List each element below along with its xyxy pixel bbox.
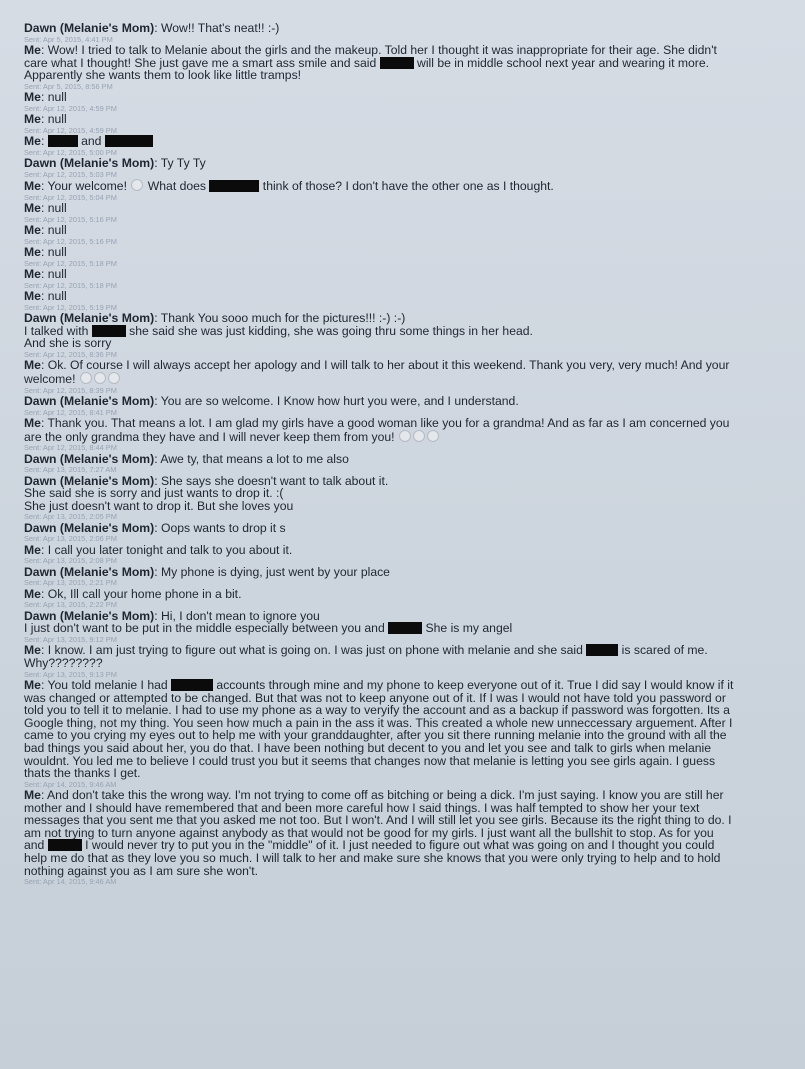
redaction-block	[388, 622, 422, 634]
message-timestamp: Sent: Apr 14, 2015, 9:46 AM	[24, 877, 117, 887]
message-text: she said she was just kidding, she was going thru some things in her head.	[125, 323, 533, 338]
message-entry	[24, 290, 793, 312]
message-text: : Your welcome!	[40, 179, 131, 194]
message-text: Apparently she wants them to look like little tramps!	[24, 68, 302, 83]
sender-name: Me	[24, 179, 41, 194]
message-entry	[24, 359, 793, 395]
sender-name: Dawn (Melanie's Mom)	[24, 451, 155, 466]
message-entry	[24, 157, 793, 179]
message-entry	[24, 268, 793, 290]
sender-name: Me	[24, 223, 41, 238]
message-entry	[24, 789, 793, 887]
message-text: will be in middle school next year and wearing it more.	[413, 55, 710, 70]
message-text-line	[24, 622, 793, 635]
sender-name: Dawn (Melanie's Mom)	[24, 311, 155, 326]
message-timestamp: Sent: Apr 14, 2015, 9:46 AM	[24, 779, 117, 789]
message-entry	[24, 135, 793, 157]
message-timestamp: Sent: Apr 12, 2015, 5:03 PM	[24, 169, 117, 179]
message-timestamp: Sent: Apr 12, 2015, 4:59 PM	[24, 103, 117, 113]
redaction-block	[380, 57, 414, 69]
message-text: : Awe ty, that means a lot to me also	[154, 451, 349, 466]
message-text: She said she is sorry and just wants to drop it. :(	[24, 486, 284, 501]
message-text-line	[24, 268, 793, 281]
sender-name: Me	[24, 289, 41, 304]
message-text: : She says she doesn't want to talk about it.	[154, 473, 389, 488]
redaction-block	[92, 325, 126, 337]
message-text: and	[24, 838, 48, 853]
message-text-line	[24, 179, 793, 193]
message-text: help me do that as they love you so much. I will talk to her and make sure she knows that you were only trying to help and to hold	[24, 851, 721, 866]
smiley-emoji-icon	[94, 372, 106, 384]
message-text: She is my angel	[422, 621, 513, 636]
sender-name: Me	[24, 134, 41, 149]
message-text: : I call you later tonight and talk to you about it.	[40, 542, 293, 557]
redaction-block	[48, 839, 82, 851]
message-entry	[24, 22, 793, 44]
message-text-line	[24, 865, 793, 878]
message-text: I would never try to put you in the "middle" of it. I just needed to figure out what was going on and I thought you could	[81, 838, 715, 853]
message-text: And she is sorry	[24, 336, 112, 351]
message-text-line	[24, 224, 793, 237]
message-entry	[24, 610, 793, 645]
message-text: : And don't take this the wrong way. I'm not trying to come off as bitching or being a dick. I'm just saying. I know you are still her	[40, 788, 724, 803]
message-text-line	[24, 395, 793, 408]
message-timestamp: Sent: Apr 5, 2015, 8:56 PM	[24, 81, 113, 91]
message-text: : null	[40, 289, 67, 304]
message-text: am not trying to turn anyone against anybody as that would not be good for my girls. I just want all the bullshit to stop. As for you	[24, 825, 714, 840]
message-timestamp: Sent: Apr 12, 2015, 8:41 PM	[24, 407, 117, 417]
message-timestamp: Sent: Apr 13, 2015, 9:13 PM	[24, 669, 117, 679]
message-text-line	[24, 430, 793, 444]
smiley-emoji-icon	[108, 372, 120, 384]
message-text-line	[24, 522, 793, 535]
smiley-emoji-icon	[80, 372, 92, 384]
smiley-emoji-icon	[427, 430, 439, 442]
message-entry	[24, 417, 793, 453]
sender-name: Dawn (Melanie's Mom)	[24, 156, 155, 171]
message-text: told you to tell it to melanie. I had to use my phone as a way to veryify the account and as a backup if password was forgotten. Its a	[24, 703, 730, 718]
message-timestamp: Sent: Apr 12, 2015, 5:18 PM	[24, 280, 117, 290]
message-text: : Oops wants to drop it s	[154, 520, 286, 535]
message-entry	[24, 566, 793, 588]
sender-name: Me	[24, 201, 41, 216]
sender-name: Me	[24, 677, 41, 692]
message-entry	[24, 202, 793, 224]
message-entry	[24, 395, 793, 417]
message-text: : null	[40, 245, 67, 260]
sender-name: Dawn (Melanie's Mom)	[24, 393, 155, 408]
message-timestamp: Sent: Apr 12, 2015, 5:19 PM	[24, 302, 117, 312]
message-text: What does	[144, 179, 210, 194]
message-entry	[24, 679, 793, 789]
sender-name: Me	[24, 586, 41, 601]
message-text: and	[77, 134, 105, 149]
message-text-line	[24, 767, 793, 780]
sender-name: Me	[24, 542, 41, 557]
message-text-line	[24, 588, 793, 601]
message-text: think of those? I don't have the other one as I thought.	[259, 179, 554, 194]
message-text: mother and I should have remembered that and been more careful how I said things. I was half tempted to show her your text	[24, 800, 700, 815]
message-text: : My phone is dying, just went by your place	[154, 564, 390, 579]
sender-name: Me	[24, 267, 41, 282]
message-entry	[24, 224, 793, 246]
message-text-line	[24, 69, 793, 82]
sender-name: Me	[24, 90, 41, 105]
message-text: : You told melanie I had	[40, 677, 172, 692]
sender-name: Dawn (Melanie's Mom)	[24, 21, 155, 35]
message-text: thats the thanks I get.	[24, 766, 141, 781]
redaction-block	[48, 135, 78, 147]
message-text: : Hi, I don't mean to ignore you	[154, 608, 320, 623]
message-timestamp: Sent: Apr 12, 2015, 5:16 PM	[24, 214, 117, 224]
message-text: : null	[40, 112, 67, 127]
message-text: I talked with	[24, 323, 92, 338]
message-text: : Ok. Of course I will always accept her apology and I will talk to her about it this weekend. Thank you very, very much! And your	[40, 358, 730, 373]
sender-name: Me	[24, 358, 41, 373]
message-timestamp: Sent: Apr 12, 2015, 8:36 PM	[24, 349, 117, 359]
message-text-line	[24, 246, 793, 259]
message-text: She just doesn't want to drop it. But she loves you	[24, 498, 294, 513]
message-text-line	[24, 417, 793, 430]
message-timestamp: Sent: Apr 5, 2015, 4:41 PM	[24, 34, 113, 44]
message-entry	[24, 44, 793, 91]
message-text: accounts through mine and my phone to keep everyone out of it. True I did say I would know if it	[213, 677, 734, 692]
message-text: : Wow! I tried to talk to Melanie about the girls and the makeup. Told her I thought it was inappropriate for their age. She didn't	[40, 43, 717, 57]
message-timestamp: Sent: Apr 13, 2015, 2:22 PM	[24, 600, 117, 610]
message-text: is scared of me.	[618, 643, 708, 658]
message-text: welcome!	[24, 371, 79, 386]
sender-name: Dawn (Melanie's Mom)	[24, 520, 155, 535]
message-timestamp: Sent: Apr 13, 2015, 2:21 PM	[24, 578, 117, 588]
message-entry	[24, 246, 793, 268]
message-text: was changed or attempted to be changed. But that was not to keep anyone out of it. If I was I would not have told you password or	[24, 690, 726, 705]
message-text: :	[40, 134, 48, 149]
message-text: bad things you said about her, you do that. I have been nothing but decent to you and let you see and talk to girls when melanie	[24, 740, 712, 755]
redaction-block	[209, 180, 259, 192]
sender-name: Dawn (Melanie's Mom)	[24, 608, 155, 623]
message-timestamp: Sent: Apr 13, 2015, 2:08 PM	[24, 556, 117, 566]
message-text-line	[24, 337, 793, 350]
message-text: : Ty Ty Ty	[154, 156, 206, 171]
message-text: Google thing, not my thing. You seen how much a pain in the ass it was. This created a whole new unneccessary arguement. After I	[24, 715, 733, 730]
message-timestamp: Sent: Apr 12, 2015, 5:04 PM	[24, 192, 117, 202]
smiley-emoji-icon	[413, 430, 425, 442]
sender-name: Me	[24, 415, 41, 430]
message-text: I just don't want to be put in the middle especially between you and	[24, 621, 389, 636]
message-entry	[24, 544, 793, 566]
redaction-block	[105, 135, 153, 147]
message-text-line	[24, 202, 793, 215]
message-entry	[24, 453, 793, 475]
sender-name: Me	[24, 643, 41, 658]
message-text-line	[24, 91, 793, 104]
message-timestamp: Sent: Apr 12, 2015, 4:59 PM	[24, 125, 117, 135]
message-timestamp: Sent: Apr 12, 2015, 8:44 PM	[24, 443, 117, 453]
message-text-line	[24, 372, 793, 386]
message-text-line	[24, 359, 793, 372]
message-text: came to you crying my eyes out to help me with your granddaughter, after you sit there running melanie into the ground with all the	[24, 728, 727, 743]
message-timestamp: Sent: Apr 12, 2015, 5:00 PM	[24, 147, 117, 157]
message-text-line	[24, 544, 793, 557]
message-entry	[24, 475, 793, 522]
message-text-line	[24, 157, 793, 170]
message-text: : null	[40, 201, 67, 216]
message-text: : Thank You sooo much for the pictures!!! :-) :-)	[154, 311, 406, 326]
message-timestamp: Sent: Apr 13, 2015, 2:05 PM	[24, 512, 117, 522]
sender-name: Me	[24, 245, 41, 260]
smiley-emoji-icon	[399, 430, 411, 442]
message-text: : Wow!! That's neat!! :-)	[154, 21, 280, 35]
sender-name: Dawn (Melanie's Mom)	[24, 473, 155, 488]
message-text: are the only grandma they have and I will never keep them from you!	[24, 429, 398, 444]
message-entry	[24, 179, 793, 202]
sender-name: Dawn (Melanie's Mom)	[24, 564, 155, 579]
message-text: : Thank you. That means a lot. I am glad my girls have a good woman like you for a grandma! And as far as I am concerned you	[40, 415, 730, 430]
message-text-line	[24, 113, 793, 126]
message-entry	[24, 113, 793, 135]
message-timestamp: Sent: Apr 13, 2015, 7:27 AM	[24, 465, 117, 475]
message-timestamp: Sent: Apr 12, 2015, 5:16 PM	[24, 236, 117, 246]
message-text: : null	[40, 267, 67, 282]
message-text-line	[24, 644, 793, 657]
message-text: : Ok, Ill call your home phone in a bit.	[40, 586, 242, 601]
message-timestamp: Sent: Apr 12, 2015, 8:39 PM	[24, 385, 117, 395]
message-text: : null	[40, 223, 67, 238]
message-text-line	[24, 500, 793, 513]
message-timestamp: Sent: Apr 13, 2015, 9:12 PM	[24, 634, 117, 644]
message-text: nothing against you as I am sure she won't.	[24, 863, 259, 878]
message-text-line	[24, 325, 793, 338]
message-text: care what I thought! She just gave me a smart ass smile and said	[24, 55, 380, 70]
message-text-line	[24, 290, 793, 303]
message-text: : I know. I am just trying to figure out what is going on. I was just on phone with melanie and she said	[40, 643, 587, 658]
message-entry	[24, 91, 793, 113]
message-text-line	[24, 22, 793, 35]
message-text-line	[24, 135, 793, 148]
sender-name: Me	[24, 112, 41, 127]
message-text: : null	[40, 90, 67, 105]
message-entry	[24, 522, 793, 544]
message-timestamp: Sent: Apr 12, 2015, 5:18 PM	[24, 258, 117, 268]
smiley-emoji-icon	[131, 179, 143, 191]
sender-name: Me	[24, 788, 41, 803]
message-timestamp: Sent: Apr 13, 2015, 2:06 PM	[24, 534, 117, 544]
redaction-block	[171, 679, 213, 691]
message-text: : You are so welcome. I Know how hurt you were, and I understand.	[154, 393, 519, 408]
message-entry	[24, 644, 793, 679]
sender-name: Me	[24, 43, 41, 57]
message-entry	[24, 312, 793, 359]
message-text-line	[24, 566, 793, 579]
message-text: messages that you sent me that you asked me not too. But I won't. And I will still let you see girls. Because its the right thing to do. I	[24, 813, 732, 828]
message-entry	[24, 588, 793, 610]
message-text: Why????????	[24, 655, 103, 670]
message-text-line	[24, 657, 793, 670]
message-text-line	[24, 453, 793, 466]
redaction-block	[586, 644, 618, 656]
message-text: wouldnt. You led me to believe I could trust you but it seems that changes now that melanie is letting you see girls again. I guess	[24, 753, 716, 768]
